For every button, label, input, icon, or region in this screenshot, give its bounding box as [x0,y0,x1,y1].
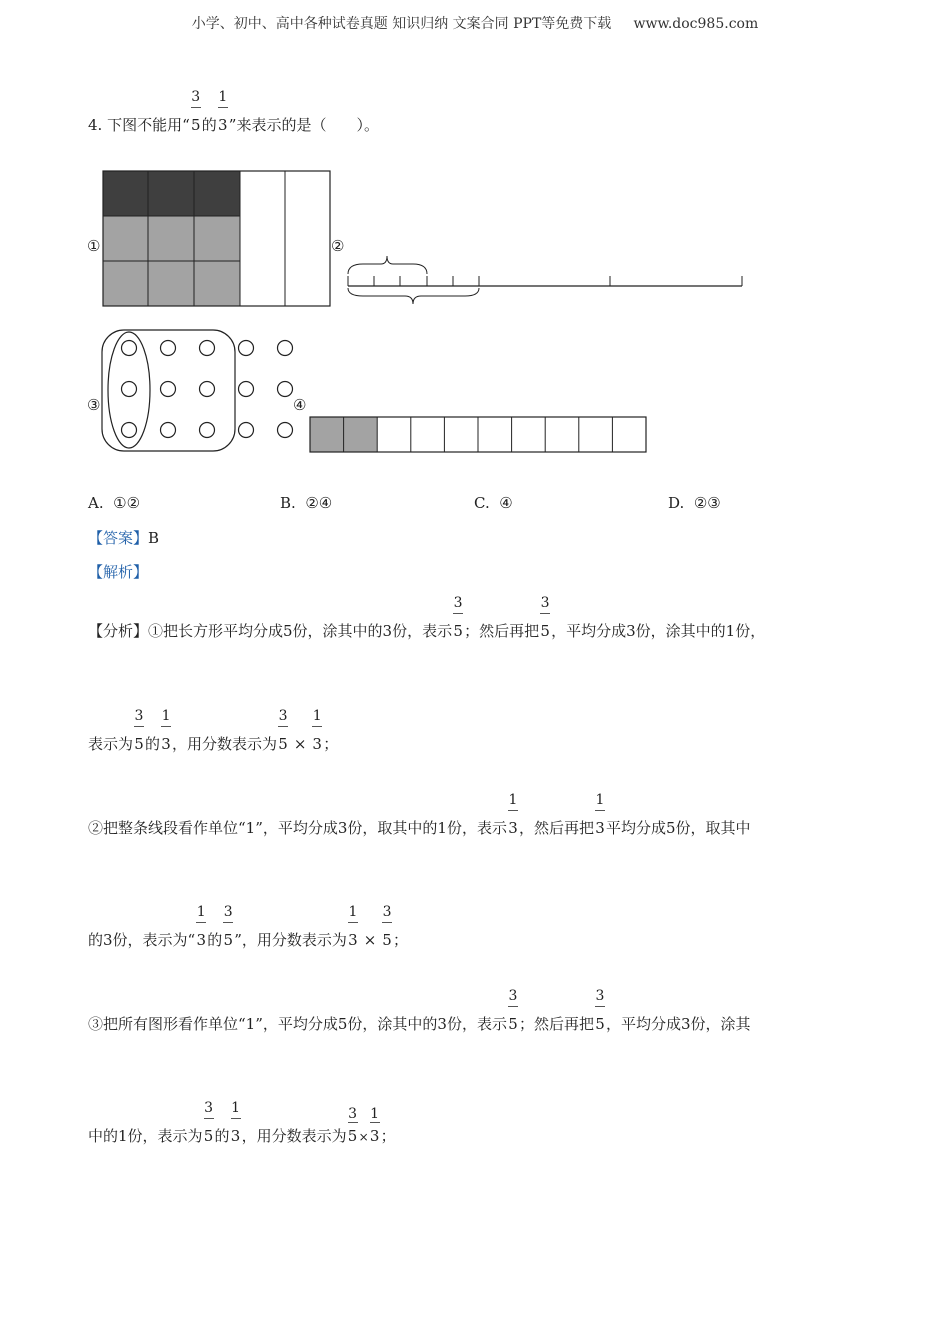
analysis-p2-line1: ②把整条线段看作单位“1”，平均分成3份，取其中的1份，表示 $\frac{1}{3}$ ，然后再把 $\frac{1}{3}$ 平均分成5份，取其中 [88,792,751,837]
fraction-3-5: $\frac{3}{5}$ [190,89,201,134]
analysis-heading: 【解析】 [88,563,149,581]
option-d[interactable]: D. ②③ [668,494,721,512]
figure-3-circles [100,328,300,454]
question-text-post: ”来表示的是（ ）。 [228,116,379,134]
header-site-link[interactable]: www.doc985.com [633,16,759,32]
figure-label-4: ④ [293,396,307,414]
analysis-p2-line2: 的3份，表示为“ $\frac{1}{3}$ 的 $\frac{3}{5}$ ”，用分数表示为 $\frac{1}{3}$ × $\frac{3}{5}$ ； [88,904,409,949]
figure-label-3: ③ [87,396,101,414]
page-header [0,13,950,33]
figure-2-line-segment [343,252,748,312]
option-a[interactable]: A. ①② [88,494,141,512]
analysis-p1-line1: 【分析】①把长方形平均分成5份，涂其中的3份，表示 $\frac{3}{5}$ ；然后再把 $\frac{3}{5}$ ，平均分成3份，涂其中的1份， [88,595,766,640]
figure-1-rectangle [102,170,332,308]
analysis-p1-line2: 表示为 $\frac{3}{5}$ 的 $\frac{1}{3}$ ，用分数表示为 $\frac{3}{5}$ × $\frac{1}{3}$ ； [88,708,339,753]
answer-line [88,528,159,548]
fraction-1-3: $\frac{1}{3}$ [218,89,228,134]
analysis-p3-line2: 中的1份，表示为 $\frac{3}{5}$ 的 $\frac{1}{3}$ ，用分数表示为 $\frac{3}{5}$ × $\frac{1}{3}$ ； [88,1100,396,1145]
question-text-pre: 下图不能用“ [107,116,190,134]
figure-4-strip [309,416,649,454]
analysis-p3-line1: ③把所有图形看作单位“1”，平均分成5份，涂其中的3份，表示 $\frac{3}{5}$ ；然后再把 $\frac{3}{5}$ ，平均分成3份，涂其 [88,988,751,1033]
figure-label-2: ② [331,237,345,255]
figure-label-1: ① [87,237,101,255]
header-text: 小学、初中、高中各种试卷真题 知识归纳 文案合同 PPT等免费下载 [191,16,612,32]
question-number: 4. [88,116,103,134]
question-de: 的 [201,116,217,134]
option-b[interactable]: B. ②④ [280,494,333,512]
answer-value: B [148,529,160,547]
question-line [88,89,379,135]
option-c[interactable]: C. ④ [474,494,513,512]
answer-label: 【答案】 [88,529,149,547]
